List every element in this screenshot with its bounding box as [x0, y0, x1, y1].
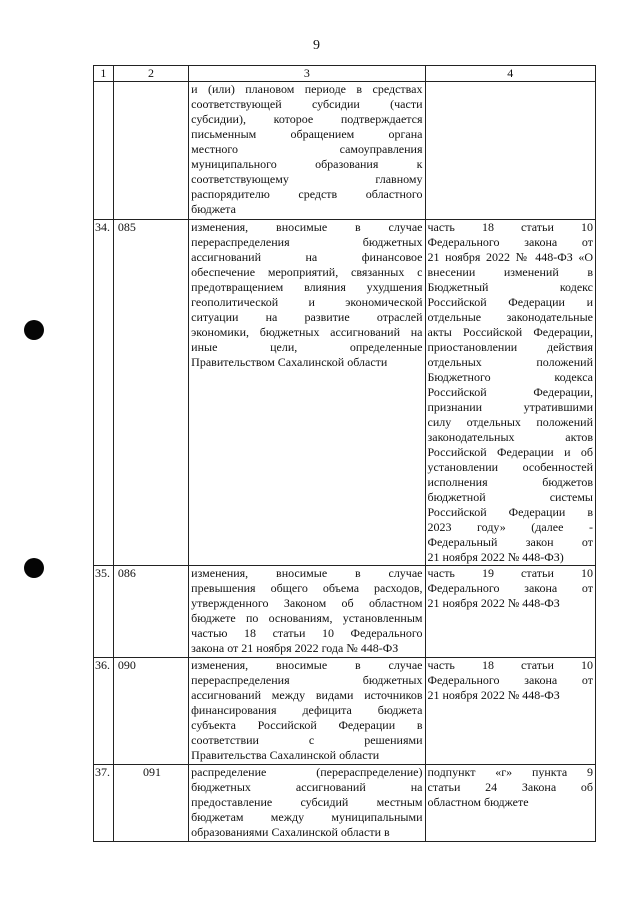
- text-line: бюджетам между муниципальными: [191, 810, 423, 824]
- basis-cell: [425, 220, 596, 566]
- text-line: Бюджетного кодекса: [427, 370, 593, 384]
- text-line: бюджетных ассигнований на: [191, 780, 423, 794]
- description-cell: [189, 82, 425, 220]
- text-line: часть 19 статьи 10: [427, 566, 593, 580]
- row-number-cell: 36.: [94, 658, 114, 765]
- text-line: акты Российской Федерации,: [427, 325, 593, 339]
- text-line: часть 18 статьи 10: [427, 658, 593, 672]
- text-line: исполнения бюджетов: [427, 475, 593, 489]
- text-line: Российской Федерации и: [427, 295, 593, 309]
- code-cell: 086: [113, 566, 188, 658]
- text-line: признании утратившими: [427, 400, 593, 414]
- text-line: субъекта Российской Федерации в: [191, 718, 423, 732]
- description-cell: [189, 658, 425, 765]
- text-line: подпункт «г» пункта 9: [427, 765, 593, 779]
- text-line: 21 ноября 2022 № 448-ФЗ: [427, 596, 560, 610]
- row-number-cell: 34.: [94, 220, 114, 566]
- text-line: перераспределения бюджетных: [191, 673, 423, 687]
- text-line: ситуации на развитие отраслей: [191, 310, 423, 324]
- text-line: муниципального образования к: [191, 157, 423, 171]
- header-cell: 4: [425, 66, 596, 82]
- text-line: бюджетной системы: [427, 490, 593, 504]
- text-line: внесении изменений в: [427, 265, 593, 279]
- header-cell: 2: [113, 66, 188, 82]
- text-line: 21 ноября 2022 № 448-ФЗ): [427, 550, 564, 564]
- text-line: отдельные законодательные: [427, 310, 593, 324]
- header-cell: 3: [189, 66, 425, 82]
- code-cell: 090: [113, 658, 188, 765]
- text-line: приостановлении действия: [427, 340, 593, 354]
- table-row: [94, 220, 596, 566]
- text-line: распределение (перераспределение): [191, 765, 423, 779]
- text-line: Федерального закона от: [427, 235, 593, 249]
- row-number-cell: 35.: [94, 566, 114, 658]
- page-number: 9: [313, 38, 320, 53]
- text-line: перераспределения бюджетных: [191, 235, 423, 249]
- text-line: и (или) плановом периоде в средствах: [191, 82, 423, 96]
- text-line: превышения общего объема расходов,: [191, 581, 423, 595]
- text-line: Федерального закона от: [427, 581, 593, 595]
- text-line: 2023 году» (далее -: [427, 520, 593, 534]
- text-line: изменения, вносимые в случае: [191, 658, 423, 672]
- basis-cell: [425, 765, 596, 842]
- text-line: силу отдельных положений: [427, 415, 593, 429]
- text-line: утвержденного Законом об областном: [191, 596, 423, 610]
- text-line: соответствующему главному: [191, 172, 423, 186]
- text-line: 21 ноября 2022 № 448-ФЗ: [427, 688, 560, 702]
- code-cell: 091: [113, 765, 188, 842]
- text-line: бюджета: [191, 202, 236, 216]
- text-line: изменения, вносимые в случае: [191, 566, 423, 580]
- text-line: экономики, бюджетных ассигнований на: [191, 325, 423, 339]
- text-line: Российской Федерации и об: [427, 445, 593, 459]
- text-line: предотвращением влияния ухудшения: [191, 280, 423, 294]
- text-line: статьи 24 Закона об: [427, 780, 593, 794]
- basis-cell: [425, 658, 596, 765]
- text-line: письменным обращением органа: [191, 127, 423, 141]
- text-line: Бюджетный кодекс: [427, 280, 593, 294]
- text-line: иные цели, определенные: [191, 340, 423, 354]
- text-line: Правительством Сахалинской области: [191, 355, 388, 369]
- text-line: геополитической и экономической: [191, 295, 423, 309]
- basis-cell: [425, 82, 596, 220]
- text-line: отдельных положений: [427, 355, 593, 369]
- text-line: Российской Федерации,: [427, 385, 593, 399]
- binder-hole-upper: [24, 320, 44, 340]
- header-cell: 1: [94, 66, 114, 82]
- document-table: [93, 65, 596, 842]
- row-number-cell: [94, 82, 114, 220]
- text-line: часть 18 статьи 10: [427, 220, 593, 234]
- text-line: предоставление субсидий местным: [191, 795, 423, 809]
- description-cell: [189, 220, 425, 566]
- table-row: [94, 658, 596, 765]
- text-line: частью 18 статьи 10 Федерального: [191, 626, 423, 640]
- text-line: субсидии), которое подтверждается: [191, 112, 423, 126]
- text-line: законодательных актов: [427, 430, 593, 444]
- row-number-cell: 37.: [94, 765, 114, 842]
- table-row: [94, 82, 596, 220]
- text-line: распорядителю средств областного: [191, 187, 423, 201]
- table-row: [94, 765, 596, 842]
- text-line: соответствующей субсидии (части: [191, 97, 423, 111]
- text-line: Федеральный закон от: [427, 535, 593, 549]
- text-line: закона от 21 ноября 2022 года № 448-ФЗ: [191, 641, 399, 655]
- text-line: ассигнований на финансовое: [191, 250, 423, 264]
- table-header-row: [94, 66, 596, 82]
- description-cell: [189, 566, 425, 658]
- text-line: установлении особенностей: [427, 460, 593, 474]
- text-line: 21 ноября 2022 № 448-ФЗ «О: [427, 250, 593, 264]
- text-line: местного самоуправления: [191, 142, 423, 156]
- basis-cell: [425, 566, 596, 658]
- code-cell: 085: [113, 220, 188, 566]
- text-line: Федерального закона от: [427, 673, 593, 687]
- text-line: соответствии с решениями: [191, 733, 423, 747]
- description-cell: [189, 765, 425, 842]
- text-line: изменения, вносимые в случае: [191, 220, 423, 234]
- binder-hole-lower: [24, 558, 44, 578]
- text-line: ассигнований между видами источников: [191, 688, 423, 702]
- table-row: [94, 566, 596, 658]
- text-line: бюджете по основаниям, установленным: [191, 611, 423, 625]
- text-line: образованиями Сахалинской области в: [191, 825, 390, 839]
- text-line: Российской Федерации в: [427, 505, 593, 519]
- text-line: областном бюджете: [427, 795, 529, 809]
- text-line: обеспечение мероприятий, связанных с: [191, 265, 423, 279]
- text-line: финансирования дефицита бюджета: [191, 703, 423, 717]
- code-cell: [113, 82, 188, 220]
- text-line: Правительства Сахалинской области: [191, 748, 380, 762]
